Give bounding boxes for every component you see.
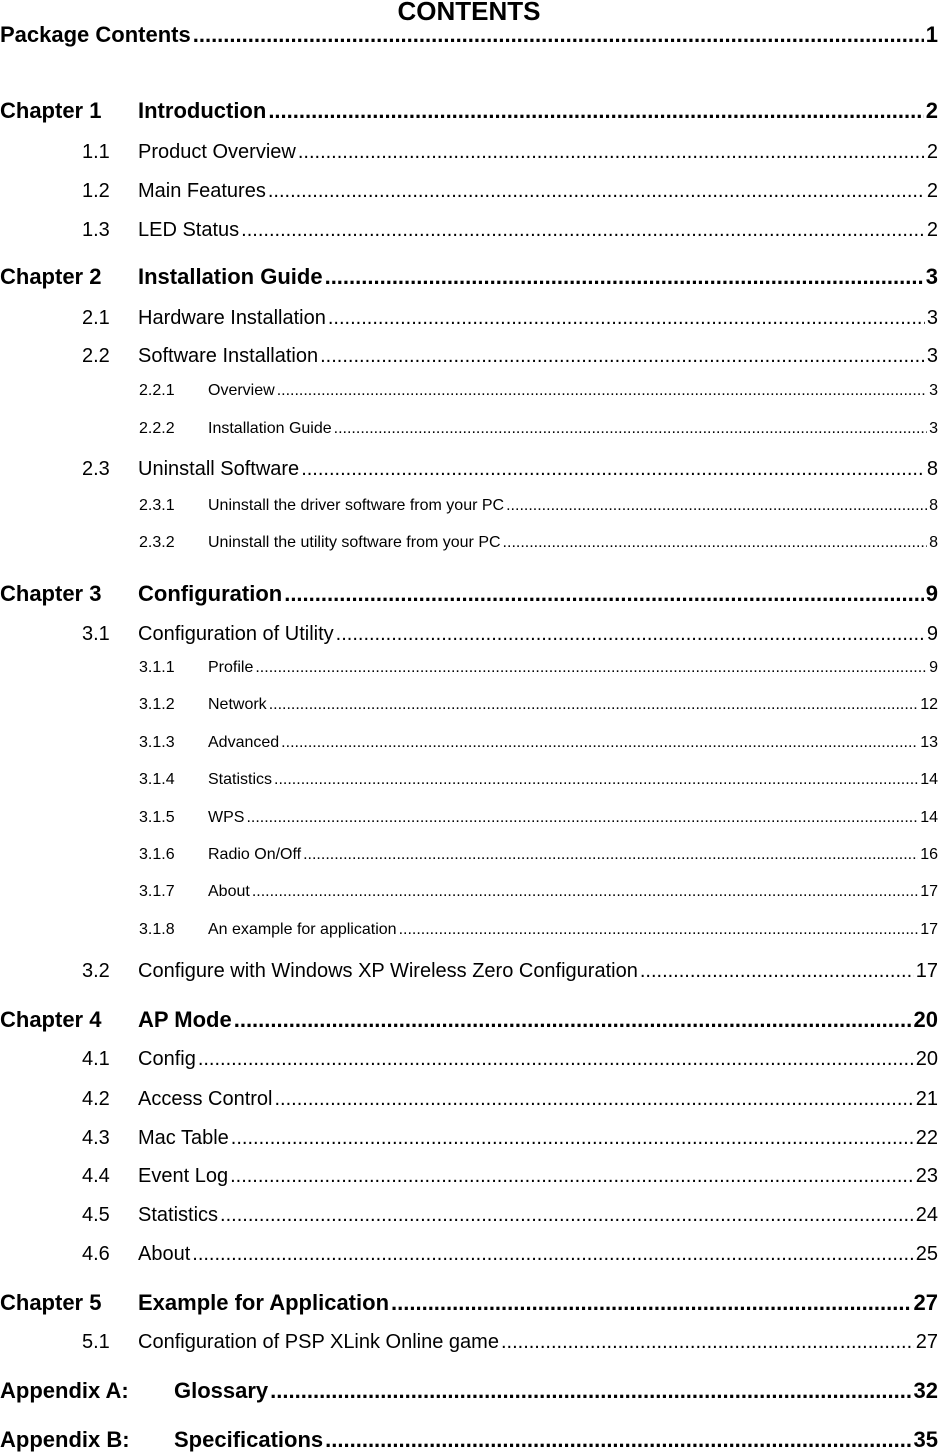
dot-leader (246, 806, 918, 830)
toc-entry-title: Event Log (138, 1165, 229, 1187)
toc-entry-page-number: 3 (926, 307, 938, 329)
dot-leader (230, 1162, 914, 1190)
toc-entry-title: Mac Table (138, 1127, 229, 1149)
toc-entry-number: Chapter 1 (0, 98, 102, 123)
toc-subsection-entry[interactable] (0, 806, 938, 830)
toc-section-entry[interactable] (0, 1162, 938, 1190)
toc-subsection-entry[interactable] (0, 918, 938, 942)
toc-entry-number: 4.2 (82, 1088, 110, 1110)
dot-leader (503, 531, 928, 555)
toc-entry-page-number: 2 (926, 180, 938, 202)
toc-section-entry[interactable] (0, 1328, 938, 1356)
toc-entry-page-number: 17 (920, 883, 938, 900)
dot-leader (506, 494, 927, 518)
toc-entry-title: Specifications (174, 1427, 324, 1452)
dot-leader (325, 1425, 911, 1455)
toc-entry-number: 5.1 (82, 1331, 110, 1353)
toc-entry-title: LED Status (138, 219, 240, 241)
page-title: CONTENTS (397, 0, 541, 26)
toc-entry-title: Package Contents (0, 22, 191, 47)
dot-leader (277, 379, 927, 403)
toc-entry-number: Appendix A: (0, 1378, 129, 1403)
toc-entry-page-number: 2 (925, 98, 938, 123)
toc-entry-page-number: 22 (915, 1127, 938, 1149)
toc-entry-page-number: 16 (920, 846, 938, 863)
toc-entry-page-number: 25 (915, 1243, 938, 1265)
toc-chapter-entry[interactable] (0, 1425, 938, 1455)
toc-section-entry[interactable] (0, 1045, 938, 1073)
dot-leader (391, 1288, 912, 1318)
toc-entry-number: Appendix B: (0, 1427, 130, 1452)
dot-leader (192, 1240, 913, 1268)
toc-entry-number: 3.1.4 (139, 771, 175, 788)
toc-entry-title: Hardware Installation (138, 307, 326, 329)
toc-subsection-entry[interactable] (0, 768, 938, 792)
dot-leader (193, 20, 924, 50)
dot-leader (275, 1085, 914, 1113)
toc-entry-title: Main Features (138, 180, 266, 202)
dot-leader (241, 216, 925, 244)
toc-entry-title: Installation Guide (208, 420, 332, 437)
toc-entry-number: 3.1.2 (139, 696, 175, 713)
toc-subsection-entry[interactable] (0, 693, 938, 717)
toc-entry-page-number: 27 (915, 1331, 938, 1353)
toc-entry-title: Glossary (174, 1378, 269, 1403)
toc-section-entry[interactable] (0, 455, 938, 483)
toc-entry-title: Configuration of PSP XLink Online game (138, 1331, 499, 1353)
toc-entry-title: Example for Application (138, 1290, 390, 1315)
dot-leader (284, 579, 924, 609)
toc-subsection-entry[interactable] (0, 656, 938, 680)
toc-entry-title: An example for application (208, 921, 397, 938)
toc-entry-title: Access Control (138, 1088, 273, 1110)
toc-entry-title: Advanced (208, 734, 280, 751)
toc-entry-number: 1.2 (82, 180, 110, 202)
toc-entry-number: 2.3.1 (139, 497, 175, 514)
toc-entry-number: 2.1 (82, 307, 110, 329)
toc-entry-title: Network (208, 696, 267, 713)
toc-section-entry[interactable] (0, 304, 938, 332)
toc-entry-page-number: 3 (929, 420, 938, 437)
dot-leader (231, 1124, 914, 1152)
toc-entry-number: 4.5 (82, 1204, 110, 1226)
toc-entry-page-number: 14 (920, 809, 938, 826)
toc-chapter-entry[interactable] (0, 262, 938, 292)
toc-entry-page-number: 20 (913, 1007, 938, 1032)
dot-leader (301, 455, 925, 483)
toc-entry-title: Overview (208, 382, 275, 399)
dot-leader (255, 656, 927, 680)
toc-section-entry[interactable] (0, 957, 938, 985)
toc-entry-title: Radio On/Off (208, 846, 302, 863)
toc-entry-title: Statistics (208, 771, 273, 788)
toc-section-entry[interactable] (0, 138, 938, 166)
toc-entry-number: 3.1.8 (139, 921, 175, 938)
toc-entry-title: Uninstall the utility software from your PC (208, 534, 501, 551)
toc-section-entry[interactable] (0, 177, 938, 205)
toc-entry-title: Uninstall the driver software from your PC (208, 497, 505, 514)
toc-entry-number: 4.6 (82, 1243, 110, 1265)
toc-entry-page-number: 3 (929, 382, 938, 399)
toc-entry-title: Configuration of Utility (138, 623, 334, 645)
toc-entry-number: Chapter 3 (0, 581, 102, 606)
toc-entry-page-number: 13 (920, 734, 938, 751)
toc-entry-number: Chapter 5 (0, 1290, 102, 1315)
toc-entry-page-number: 20 (915, 1048, 938, 1070)
toc-entry-title: Configuration (138, 581, 283, 606)
toc-entry-page-number: 9 (929, 659, 938, 676)
dot-leader (268, 177, 925, 205)
toc-entry-number: 2.3 (82, 458, 110, 480)
toc-entry-number: 2.2 (82, 345, 110, 367)
dot-leader (298, 138, 925, 166)
toc-subsection-entry[interactable] (0, 531, 938, 555)
toc-entry-page-number: 8 (929, 534, 938, 551)
toc-entry-number: 3.1.6 (139, 846, 175, 863)
toc-entry-number: 2.2.2 (139, 420, 175, 437)
dot-leader (328, 304, 925, 332)
toc-subsection-entry[interactable] (0, 731, 938, 755)
toc-entry-title: Configure with Windows XP Wireless Zero Configuration (138, 960, 638, 982)
toc-section-entry[interactable] (0, 1201, 938, 1229)
toc-entry-page-number: 1 (925, 22, 938, 47)
toc-chapter-entry[interactable] (0, 1288, 938, 1318)
toc-entry-page-number: 17 (915, 960, 938, 982)
toc-entry-number: Chapter 2 (0, 264, 102, 289)
dot-leader (334, 417, 927, 441)
toc-entry-page-number: 2 (926, 141, 938, 163)
toc-entry-number: 3.1.7 (139, 883, 175, 900)
toc-entry-number: 3.1.5 (139, 809, 175, 826)
dot-leader (268, 96, 923, 126)
toc-entry-title: About (138, 1243, 191, 1265)
toc-entry-page-number: 17 (920, 921, 938, 938)
dot-leader (303, 843, 918, 867)
toc-entry-number: 3.1.1 (139, 659, 175, 676)
toc-entry-title: Profile (208, 659, 254, 676)
dot-leader (234, 1005, 912, 1035)
dot-leader (269, 693, 919, 717)
dot-leader (336, 620, 925, 648)
toc-entry-page-number: 23 (915, 1165, 938, 1187)
toc-chapter-entry[interactable] (0, 96, 938, 126)
dot-leader (252, 880, 918, 904)
dot-leader (274, 768, 918, 792)
toc-entry-page-number: 9 (925, 581, 938, 606)
toc-entry-page-number: 24 (915, 1204, 938, 1226)
dot-leader (640, 957, 914, 985)
toc-entry-number: 3.1 (82, 623, 110, 645)
toc-entry-page-number: 8 (926, 458, 938, 480)
toc-subsection-entry[interactable] (0, 494, 938, 518)
toc-entry-page-number: 27 (913, 1290, 938, 1315)
toc-entry-page-number: 12 (920, 696, 938, 713)
dot-leader (270, 1376, 911, 1406)
toc-entry-page-number: 8 (929, 497, 938, 514)
toc-chapter-entry[interactable] (0, 1376, 938, 1406)
toc-entry-page-number: 2 (926, 219, 938, 241)
toc-chapter-entry[interactable] (0, 579, 938, 609)
toc-entry-page-number: 35 (913, 1427, 938, 1452)
toc-section-entry[interactable] (0, 620, 938, 648)
toc-entry-number: 1.3 (82, 219, 110, 241)
toc-entry-number: 3.2 (82, 960, 110, 982)
toc-entry-number: 4.3 (82, 1127, 110, 1149)
toc-subsection-entry[interactable] (0, 843, 938, 867)
toc-entry-number: 1.1 (82, 141, 110, 163)
toc-entry-page-number: 9 (926, 623, 938, 645)
toc-section-entry[interactable] (0, 1124, 938, 1152)
dot-leader (501, 1328, 914, 1356)
dot-leader (320, 342, 925, 370)
toc-chapter-entry[interactable] (0, 20, 938, 50)
toc-subsection-entry[interactable] (0, 417, 938, 441)
dot-leader (220, 1201, 914, 1229)
toc-entry-number: 4.1 (82, 1048, 110, 1070)
toc-entry-title: About (208, 883, 250, 900)
toc-entry-number: 2.3.2 (139, 534, 175, 551)
toc-entry-title: WPS (208, 809, 245, 826)
toc-entry-title: Statistics (138, 1204, 219, 1226)
toc-entry-title: AP Mode (138, 1007, 232, 1032)
toc-section-entry[interactable] (0, 1085, 938, 1113)
toc-subsection-entry[interactable] (0, 880, 938, 904)
dot-leader (281, 731, 918, 755)
toc-entry-title: Introduction (138, 98, 267, 123)
toc-subsection-entry[interactable] (0, 379, 938, 403)
toc-section-entry[interactable] (0, 216, 938, 244)
toc-entry-page-number: 21 (915, 1088, 938, 1110)
toc-entry-title: Config (138, 1048, 196, 1070)
toc-entry-page-number: 14 (920, 771, 938, 788)
dot-leader (198, 1045, 914, 1073)
toc-entry-number: 4.4 (82, 1165, 110, 1187)
toc-entry-number: Chapter 4 (0, 1007, 102, 1032)
dot-leader (399, 918, 919, 942)
toc-entry-title: Software Installation (138, 345, 319, 367)
toc-entry-number: 3.1.3 (139, 734, 175, 751)
toc-entry-title: Uninstall Software (138, 458, 300, 480)
dot-leader (325, 262, 924, 292)
toc-section-entry[interactable] (0, 1240, 938, 1268)
toc-section-entry[interactable] (0, 342, 938, 370)
toc-entry-page-number: 3 (926, 345, 938, 367)
toc-entry-number: 2.2.1 (139, 382, 175, 399)
toc-entry-page-number: 32 (913, 1378, 938, 1403)
toc-chapter-entry[interactable] (0, 1005, 938, 1035)
toc-entry-page-number: 3 (925, 264, 938, 289)
toc-entry-title: Product Overview (138, 141, 296, 163)
toc-entry-title: Installation Guide (138, 264, 323, 289)
